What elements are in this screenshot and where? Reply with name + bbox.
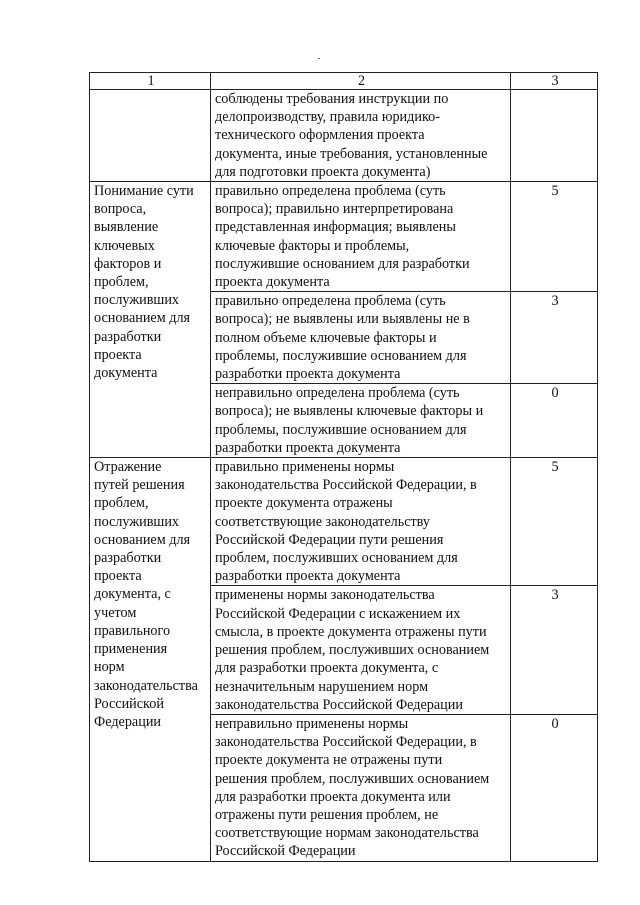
criterion-2-option-3-score: 0 (511, 714, 598, 861)
text-line: отражены пути решения проблем, не (215, 806, 439, 823)
text-line: Российской Федерации (215, 843, 356, 860)
text-line: проблемы, послужившие основанием для (215, 421, 467, 438)
criterion-line: факторов и (94, 255, 162, 272)
text-line: правильно применены нормы (215, 459, 395, 476)
text-line: соответствующие нормам законодательства (215, 825, 479, 842)
criterion-line: выявление (94, 219, 159, 236)
criterion-1-option-1-score: 5 (511, 182, 598, 292)
text-line: проекте документа отражены (215, 495, 393, 512)
criterion-line: основанием для (94, 310, 191, 327)
text-line: вопроса); не выявлены или выявлены не в (215, 311, 470, 328)
criterion-line: вопроса, (94, 201, 147, 218)
text-line: правильно определена проблема (суть (215, 183, 446, 200)
criterion-1-option-2-score: 3 (511, 292, 598, 384)
criterion-1-option-1-text (211, 182, 511, 292)
text-line: применены нормы законодательства (215, 587, 435, 604)
criterion-line: законодательства (94, 677, 198, 694)
criterion-line: правильного (94, 622, 171, 639)
text-line: послужившие основанием для разработки (215, 255, 470, 272)
criterion-line: документа, с (94, 586, 171, 603)
criterion-line: послуживших (94, 513, 180, 530)
criterion-2-option-1-score: 5 (511, 458, 598, 586)
text-line: делопроизводству, правила юридико- (215, 109, 440, 126)
text-line: разработки проекта документа (215, 439, 401, 456)
text-line: правильно определена проблема (суть (215, 293, 446, 310)
text-line: соответствующие законодательству (215, 513, 430, 530)
text-line: Российской Федерации пути решения (215, 531, 444, 548)
text-line: незначительным нарушением норм (215, 678, 429, 695)
text-line: вопроса); не выявлены ключевые факторы и (215, 403, 484, 420)
text-line: проблемы, послужившие основанием для (215, 347, 467, 364)
criterion-line: норм (94, 659, 125, 676)
text-line: решения проблем, послуживших основанием (215, 770, 490, 787)
text-line: неправильно определена проблема (суть (215, 385, 460, 402)
evaluation-criteria-table (89, 72, 598, 862)
criterion-2-option-1-text (211, 458, 511, 586)
criterion-line: основанием для (94, 531, 191, 548)
text-line: разработки проекта документа (215, 568, 401, 585)
text-line: для разработки проекта документа, с (215, 660, 439, 677)
header-col-3: 3 (511, 73, 598, 90)
criterion-1-option-3-score: 0 (511, 384, 598, 458)
text-line: представленная информация; выявлены (215, 219, 456, 236)
criterion-1-option-2-text (211, 292, 511, 384)
text-line: законодательства Российской Федерации, в (215, 477, 477, 494)
continuation-row (90, 90, 598, 182)
scan-speck (318, 58, 320, 59)
text-line: для разработки проекта документа или (215, 788, 451, 805)
criterion-2-option-1-row (90, 458, 598, 586)
criterion-1-option-3-text (211, 384, 511, 458)
text-line: проблем, послуживших основанием для (215, 550, 458, 567)
criterion-line: документа (94, 365, 158, 382)
criterion-line: путей решения (94, 477, 185, 494)
criterion-line: разработки (94, 328, 162, 345)
criterion-line: Федерации (94, 713, 162, 730)
criterion-1-option-1-row (90, 182, 598, 292)
criterion-line: проблем, (94, 495, 149, 512)
criterion-line: Российской (94, 695, 164, 712)
criterion-line: Понимание сути (94, 183, 194, 200)
header-row (90, 73, 598, 90)
text-line: соблюдены требования инструкции по (215, 91, 449, 107)
text-line: для подготовки проекта документа) (215, 163, 431, 180)
criterion-1-cell (90, 182, 211, 458)
text-line: смысла, в проекте документа отражены пути (215, 623, 487, 640)
continuation-criterion-cell (90, 90, 211, 182)
criterion-line: Отражение (94, 459, 162, 476)
criterion-line: проекта (94, 568, 142, 585)
continuation-score-cell (511, 90, 598, 182)
criterion-2-cell (90, 458, 211, 861)
criterion-line: применения (94, 641, 168, 658)
criterion-line: учетом (94, 604, 137, 621)
text-line: законодательства Российской Федерации, в (215, 734, 477, 751)
text-line: вопроса); правильно интерпретирована (215, 201, 454, 218)
text-line: Российской Федерации с искажением их (215, 605, 461, 622)
criterion-line: разработки (94, 550, 162, 567)
text-line: решения проблем, послуживших основанием (215, 642, 490, 659)
text-line: полном объеме ключевые факторы и (215, 329, 437, 346)
text-line: проекта документа (215, 274, 330, 291)
criterion-line: ключевых (94, 237, 155, 254)
criterion-2-option-2-text (211, 586, 511, 714)
text-line: документа, иные требования, установленные (215, 145, 488, 162)
text-line: проекте документа не отражены пути (215, 752, 443, 769)
criterion-line: проекта (94, 346, 142, 363)
header-col-2: 2 (211, 73, 511, 90)
text-line: неправильно применены нормы (215, 715, 409, 732)
criterion-line: проблем, (94, 274, 149, 291)
continuation-text-cell (211, 90, 511, 182)
text-line: ключевые факторы и проблемы, (215, 237, 410, 254)
text-line: законодательства Российской Федерации (215, 696, 463, 713)
criterion-2-option-2-score: 3 (511, 586, 598, 714)
header-col-1: 1 (90, 73, 211, 90)
text-line: разработки проекта документа (215, 366, 401, 383)
criterion-line: послуживших (94, 292, 180, 309)
criterion-2-option-3-text (211, 714, 511, 861)
text-line: технического оформления проекта (215, 127, 425, 144)
